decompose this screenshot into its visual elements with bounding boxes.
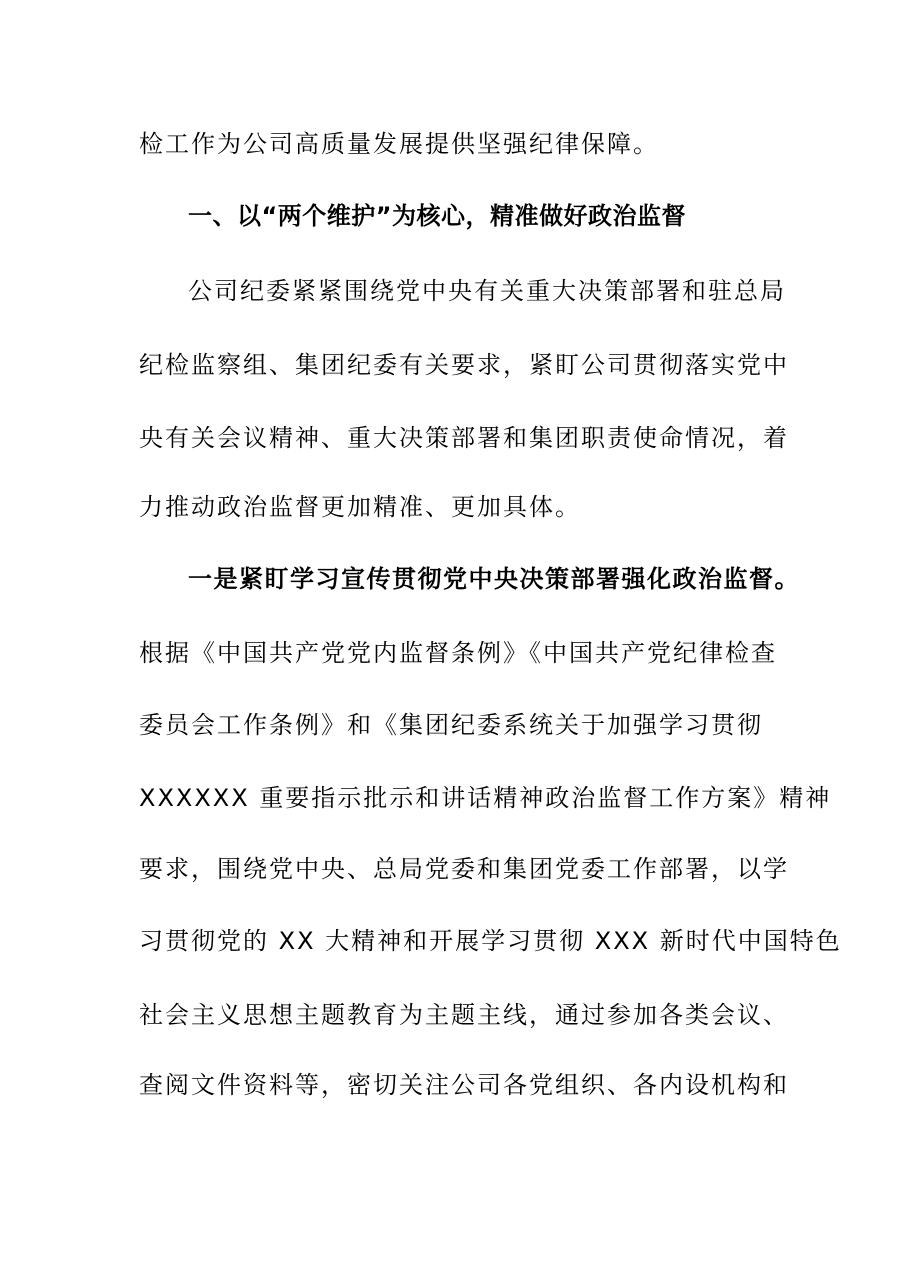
paragraph-line: 查阅文件资料等，密切关注公司各党组织、各内设机构和: [139, 1071, 789, 1099]
paragraph-line: 公司纪委紧紧围绕党中央有关重大决策部署和驻总局: [188, 277, 786, 305]
paragraph-line: 根据《中国共产党党内监督条例》《中国共产党纪律检查: [139, 639, 777, 667]
paragraph-line: 纪检监察组、集团纪委有关要求，紧盯公司贯彻落实党中: [139, 351, 789, 379]
paragraph-line: XXXXXX 重要指示批示和讲话精神政治监督工作方案》精神: [139, 784, 832, 812]
paragraph-line: 央有关会议精神、重大决策部署和集团职责使命情况，着: [139, 424, 789, 452]
paragraph-line: 要求，围绕党中央、总局党委和集团党委工作部署，以学: [139, 855, 789, 883]
paragraph-line: 检工作为公司高质量发展提供坚强纪律保障。: [139, 130, 659, 158]
paragraph-line: 力推动政治监督更加精准、更加具体。: [139, 493, 581, 521]
section-heading: 一、以“两个维护”为核心，精准做好政治监督: [188, 202, 687, 230]
subsection-lead: 一是紧盯学习宣传贯彻党中央决策部署强化政治监督。: [188, 565, 800, 593]
paragraph-line: 委员会工作条例》和《集团纪委系统关于加强学习贯彻: [139, 711, 763, 739]
paragraph-line: 社会主义思想主题教育为主题主线，通过参加各类会议、: [139, 1001, 789, 1029]
paragraph-line: 习贯彻党的 XX 大精神和开展学习贯彻 XXX 新时代中国特色: [139, 927, 842, 955]
